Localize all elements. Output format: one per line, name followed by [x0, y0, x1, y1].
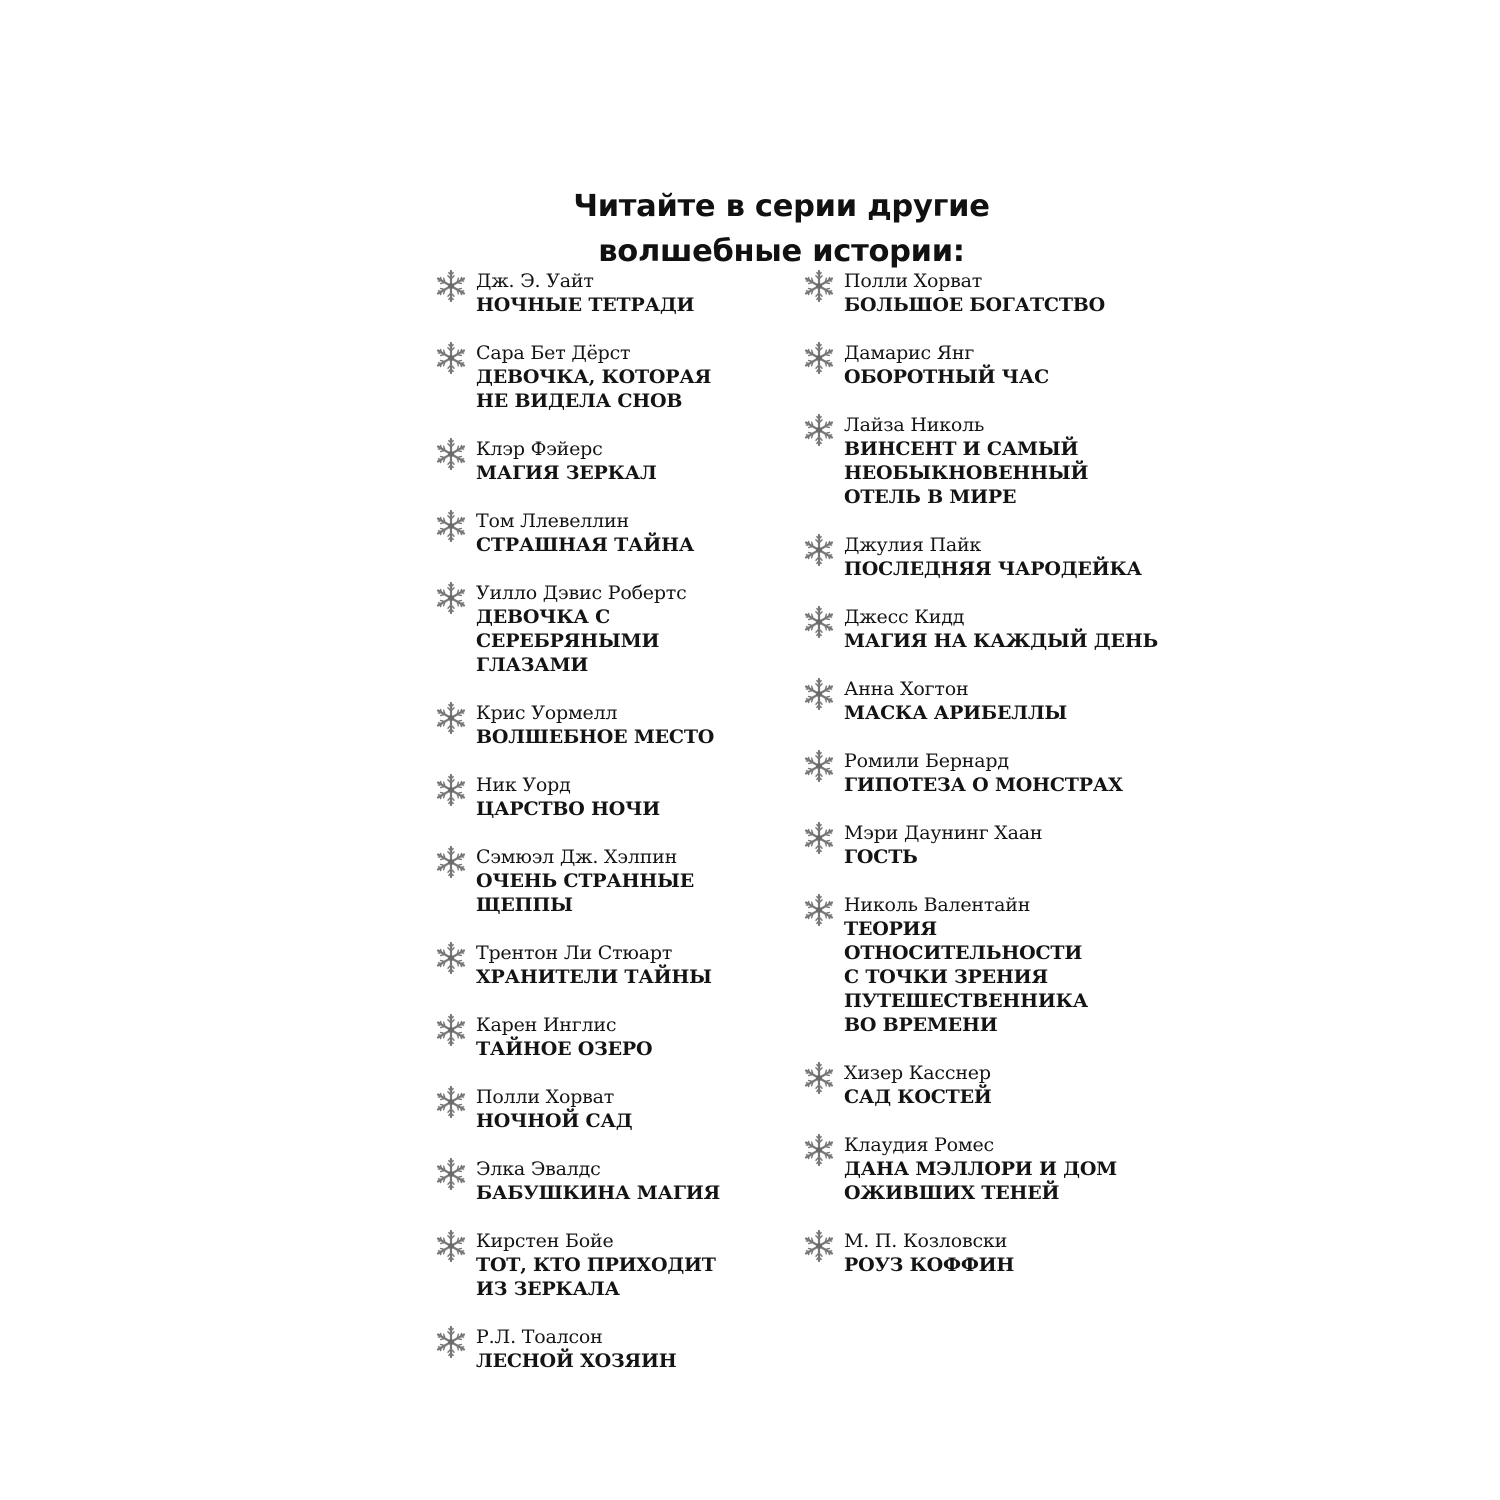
book-author: Р.Л. Тоалсон — [476, 1326, 603, 1348]
page-title — [0, 184, 1500, 274]
book-author: Сара Бет Дёрст — [476, 342, 631, 364]
snowflake-icon — [802, 821, 836, 855]
snowflake-icon — [434, 1013, 468, 1047]
book-entry-right-9 — [802, 893, 1162, 1037]
book-title: ПОСЛЕДНЯЯ ЧАРОДЕЙКА — [844, 558, 1142, 580]
book-title: ОБОРОТНЫЙ ЧАС — [844, 366, 1050, 388]
book-author: Карен Инглис — [476, 1014, 617, 1036]
snowflake-icon — [802, 605, 836, 639]
book-entry-left-1 — [434, 269, 794, 317]
book-title: МАГИЯ НА КАЖДЫЙ ДЕНЬ — [844, 630, 1158, 652]
book-author: Полли Хорват — [844, 270, 983, 292]
book-author: Дж. Э. Уайт — [476, 270, 594, 292]
snowflake-icon — [434, 509, 468, 543]
book-entry-left-3 — [434, 437, 794, 485]
snowflake-icon — [434, 1325, 468, 1359]
book-entry-right-12 — [802, 1229, 1162, 1277]
book-entry-left-2 — [434, 341, 794, 413]
book-author: Клэр Фэйерс — [476, 438, 603, 460]
page-title-line-1: Читайте в серии другие — [573, 189, 990, 225]
snowflake-icon — [802, 269, 836, 303]
book-entry-left-6 — [434, 701, 794, 749]
book-author: Анна Хогтон — [844, 678, 969, 700]
snowflake-icon — [434, 773, 468, 807]
snowflake-icon — [802, 533, 836, 567]
snowflake-icon — [802, 893, 836, 927]
book-title: НОЧНОЙ САД — [476, 1110, 633, 1132]
book-title: ЦАРСТВО НОЧИ — [476, 798, 661, 820]
book-title: ВОЛШЕБНОЕ МЕСТО — [476, 726, 715, 748]
book-entry-left-7 — [434, 773, 794, 821]
book-entry-left-14 — [434, 1325, 794, 1373]
book-title: ОЧЕНЬ СТРАННЫЕ ЩЕППЫ — [476, 870, 695, 916]
book-entry-right-4 — [802, 533, 1162, 581]
book-author: Сэмюэл Дж. Хэлпин — [476, 846, 678, 868]
book-author: Клаудия Ромес — [844, 1134, 994, 1156]
book-entry-right-10 — [802, 1061, 1162, 1109]
book-title: ДАНА МЭЛЛОРИ И ДОМ ОЖИВШИХ ТЕНЕЙ — [844, 1158, 1118, 1204]
book-entry-left-9 — [434, 941, 794, 989]
book-title: ТАЙНОЕ ОЗЕРО — [476, 1038, 653, 1060]
book-author: Мэри Даунинг Хаан — [844, 822, 1043, 844]
snowflake-icon — [434, 341, 468, 375]
snowflake-icon — [434, 1157, 468, 1191]
snowflake-icon — [802, 1133, 836, 1167]
snowflake-icon — [434, 845, 468, 879]
book-entry-left-4 — [434, 509, 794, 557]
book-author: Том Ллевеллин — [476, 510, 629, 532]
book-entry-right-7 — [802, 749, 1162, 797]
book-author: Уилло Дэвис Робертс — [476, 582, 687, 604]
book-title: БОЛЬШОЕ БОГАТСТВО — [844, 294, 1105, 316]
book-entry-right-8 — [802, 821, 1162, 869]
book-entry-left-11 — [434, 1085, 794, 1133]
page-title-line-2: волшебные истории: — [598, 234, 965, 270]
snowflake-icon — [434, 701, 468, 735]
book-title: НОЧНЫЕ ТЕТРАДИ — [476, 294, 695, 316]
book-author: Крис Уормелл — [476, 702, 618, 724]
snowflake-icon — [434, 941, 468, 975]
book-entry-left-13 — [434, 1229, 794, 1301]
book-author: Трентон Ли Стюарт — [476, 942, 673, 964]
book-entry-left-8 — [434, 845, 794, 917]
book-author: Кирстен Бойе — [476, 1230, 614, 1252]
snowflake-icon — [434, 269, 468, 303]
snowflake-icon — [802, 413, 836, 447]
book-list-left — [434, 269, 794, 1397]
book-title: МАСКА АРИБЕЛЛЫ — [844, 702, 1068, 724]
book-title: СТРАШНАЯ ТАЙНА — [476, 534, 695, 556]
snowflake-icon — [434, 437, 468, 471]
book-author: Николь Валентайн — [844, 894, 1031, 916]
book-title: БАБУШКИНА МАГИЯ — [476, 1182, 721, 1204]
book-title: САД КОСТЕЙ — [844, 1086, 992, 1108]
book-list-right — [802, 269, 1162, 1301]
book-title: ТОТ, КТО ПРИХОДИТ ИЗ ЗЕРКАЛА — [476, 1254, 716, 1300]
book-author: Лайза Николь — [844, 414, 985, 436]
snowflake-icon — [434, 581, 468, 615]
book-title: ТЕОРИЯ ОТНОСИТЕЛЬНОСТИ С ТОЧКИ ЗРЕНИЯ ПУТЕШЕСТВЕННИКА ВО ВРЕМЕНИ — [844, 918, 1088, 1036]
book-title: ВИНСЕНТ И САМЫЙ НЕОБЫКНОВЕННЫЙ ОТЕЛЬ В МИРЕ — [844, 438, 1089, 508]
book-title: ГИПОТЕЗА О МОНСТРАХ — [844, 774, 1123, 796]
snowflake-icon — [802, 677, 836, 711]
book-author: Ромили Бернард — [844, 750, 1009, 772]
book-title: МАГИЯ ЗЕРКАЛ — [476, 462, 657, 484]
book-entry-right-3 — [802, 413, 1162, 509]
book-entry-right-1 — [802, 269, 1162, 317]
book-entry-right-6 — [802, 677, 1162, 725]
book-title: ХРАНИТЕЛИ ТАЙНЫ — [476, 966, 712, 988]
snowflake-icon — [434, 1229, 468, 1263]
book-entry-right-2 — [802, 341, 1162, 389]
book-author: М. П. Козловски — [844, 1230, 1008, 1252]
book-entry-right-11 — [802, 1133, 1162, 1205]
snowflake-icon — [802, 341, 836, 375]
book-title: ГОСТЬ — [844, 846, 918, 868]
book-entry-left-5 — [434, 581, 794, 677]
book-author: Ник Уорд — [476, 774, 571, 796]
snowflake-icon — [802, 1229, 836, 1263]
snowflake-icon — [802, 749, 836, 783]
book-author: Джесс Кидд — [844, 606, 965, 628]
book-author: Джулия Пайк — [844, 534, 982, 556]
book-author: Дамарис Янг — [844, 342, 975, 364]
book-entry-left-10 — [434, 1013, 794, 1061]
snowflake-icon — [802, 1061, 836, 1095]
book-title: ДЕВОЧКА С СЕРЕБРЯНЫМИ ГЛАЗАМИ — [476, 606, 660, 676]
book-title: РОУЗ КОФФИН — [844, 1254, 1015, 1276]
book-author: Хизер Касснер — [844, 1062, 991, 1084]
book-title: ДЕВОЧКА, КОТОРАЯ НЕ ВИДЕЛА СНОВ — [476, 366, 712, 412]
snowflake-icon — [434, 1085, 468, 1119]
book-author: Элка Эвалдс — [476, 1158, 601, 1180]
book-entry-right-5 — [802, 605, 1162, 653]
book-entry-left-12 — [434, 1157, 794, 1205]
book-title: ЛЕСНОЙ ХОЗЯИН — [476, 1350, 677, 1372]
book-author: Полли Хорват — [476, 1086, 615, 1108]
